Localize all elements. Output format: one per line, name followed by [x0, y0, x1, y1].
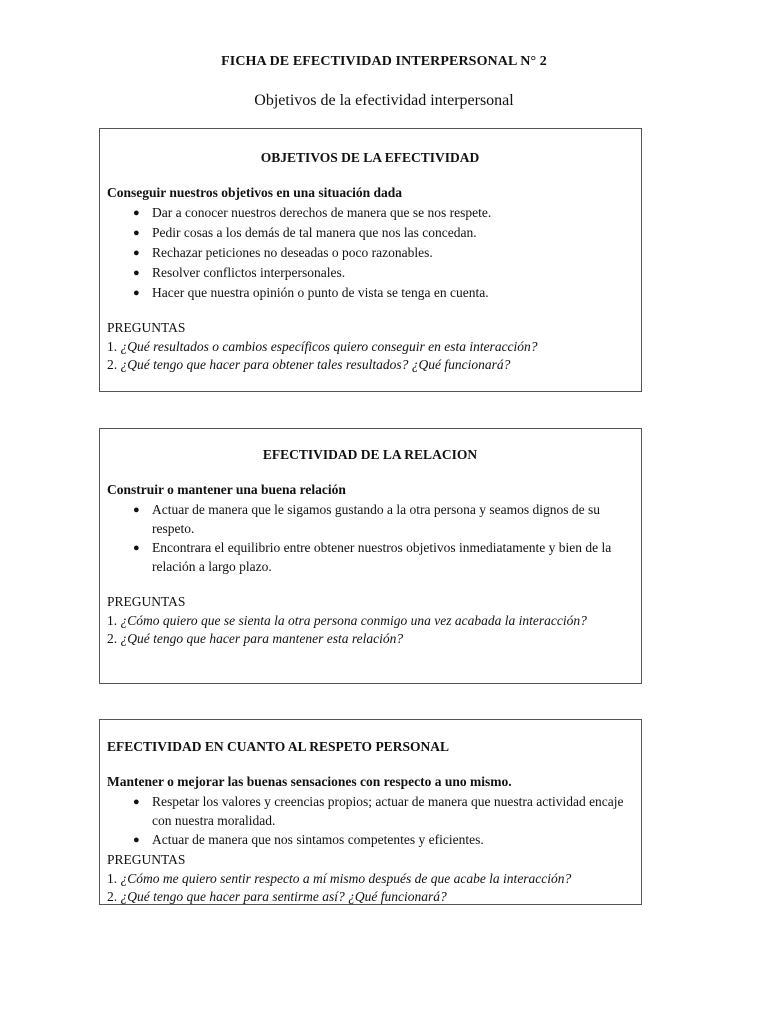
- bullet-item: [133, 283, 633, 303]
- bullet-list: [107, 203, 633, 303]
- question-item: [107, 356, 633, 374]
- bullet-icon: ●: [133, 796, 140, 808]
- question-text: ¿Cómo me quiero sentir respecto a mí mismo después de que acabe la interacción?: [120, 870, 572, 886]
- bullet-text: Respetar los valores y creencias propios; actuar de manera que nuestra actividad encaje con nuestra moralidad.: [152, 794, 624, 828]
- question-number: 2.: [107, 356, 118, 372]
- bullet-text: Resolver conflictos interpersonales.: [152, 265, 346, 280]
- question-item: [107, 612, 633, 630]
- question-number: 1.: [107, 613, 118, 628]
- bullet-icon: ●: [133, 247, 140, 259]
- section-subheading: Mantener o mejorar las buenas sensaciones con respecto a uno mismo.: [107, 774, 512, 789]
- bullet-text: Actuar de manera que nos sintamos competentes y eficientes.: [152, 832, 484, 847]
- question-item: [107, 338, 633, 356]
- bullet-item: [133, 500, 633, 538]
- question-text: ¿Cómo quiero que se sienta la otra persona conmigo una vez acabada la interacción?: [120, 613, 587, 628]
- question-text: ¿Qué tengo que hacer para obtener tales resultados? ¿Qué funcionará?: [120, 356, 511, 372]
- section-card-respeto-personal: [99, 719, 642, 905]
- question-number: 2.: [107, 888, 118, 904]
- bullet-icon: ●: [133, 287, 140, 299]
- section-heading: EFECTIVIDAD DE LA RELACION: [262, 447, 478, 462]
- section-subheading: Construir o mantener una buena relación: [107, 482, 346, 497]
- section-subheading: Conseguir nuestros objetivos en una situación dada: [107, 185, 403, 200]
- preguntas-label: PREGUNTAS: [107, 851, 186, 867]
- bullet-icon: ●: [133, 834, 140, 846]
- bullet-item: [133, 263, 633, 283]
- preguntas-label: PREGUNTAS: [107, 319, 186, 335]
- question-number: 2.: [107, 631, 118, 646]
- bullet-icon: ●: [133, 267, 140, 279]
- bullet-icon: ●: [133, 504, 140, 516]
- bullet-item: [133, 223, 633, 243]
- section-card-objetivos: [99, 128, 642, 392]
- bullet-item: [133, 538, 633, 576]
- bullet-text: Hacer que nuestra opinión o punto de vista se tenga en cuenta.: [152, 285, 489, 300]
- bullet-icon: ●: [133, 227, 140, 239]
- question-number: 1.: [107, 870, 118, 886]
- question-item: [107, 870, 633, 888]
- question-item: [107, 630, 633, 648]
- question-text: ¿Qué resultados o cambios específicos quiero conseguir en esta interacción?: [120, 338, 538, 354]
- question-item: [107, 888, 633, 906]
- section-card-relacion: [99, 428, 642, 684]
- bullet-text: Rechazar peticiones no deseadas o poco razonables.: [152, 245, 433, 260]
- question-number: 1.: [107, 338, 118, 354]
- bullet-text: Actuar de manera que le sigamos gustando a la otra persona y seamos dignos de su respeto.: [152, 502, 600, 536]
- preguntas-label: PREGUNTAS: [107, 594, 186, 609]
- page-subtitle: Objetivos de la efectividad interpersonal: [254, 92, 514, 109]
- bullet-text: Encontrara el equilibrio entre obtener nuestros objetivos inmediatamente y bien de la relación a largo plazo.: [152, 540, 612, 574]
- bullet-item: [133, 203, 633, 223]
- section-heading: EFECTIVIDAD EN CUANTO AL RESPETO PERSONAL: [107, 739, 449, 754]
- question-text: ¿Qué tengo que hacer para sentirme así? ¿Qué funcionará?: [120, 888, 447, 904]
- bullet-icon: ●: [133, 542, 140, 554]
- bullet-item: [133, 830, 633, 850]
- bullet-text: Pedir cosas a los demás de tal manera que nos las concedan.: [152, 225, 477, 240]
- bullet-icon: ●: [133, 207, 140, 219]
- page-title: FICHA DE EFECTIVIDAD INTERPERSONAL N° 2: [221, 54, 547, 69]
- bullet-item: [133, 792, 633, 830]
- bullet-list: [107, 792, 633, 850]
- bullet-item: [133, 243, 633, 263]
- bullet-list: [107, 500, 633, 576]
- question-text: ¿Qué tengo que hacer para mantener esta relación?: [120, 631, 404, 646]
- bullet-text: Dar a conocer nuestros derechos de manera que se nos respete.: [152, 205, 492, 220]
- section-heading: OBJETIVOS DE LA EFECTIVIDAD: [260, 150, 480, 165]
